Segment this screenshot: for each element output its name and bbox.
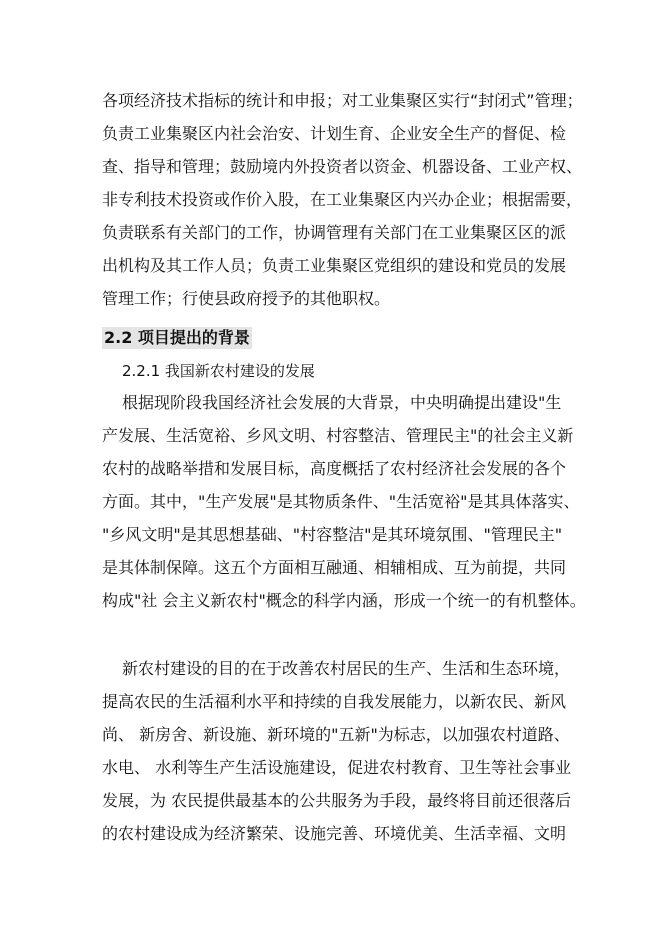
paragraph2-line-7: 构成"社 会主义新农村"概念的科学内涵，形成一个统一的有机整体。 <box>102 591 586 610</box>
paragraph2-line-2: 产发展、生活宽裕、乡风文明、村容整洁、管理民主"的社会主义新 <box>102 426 574 445</box>
paragraph1-line-4: 非专利技术投资或作价入股，在工业集聚区内兴办企业；根据需要， <box>102 190 583 209</box>
paragraph3-line-6: 的农村建设成为经济繁荣、设施完善、环境优美、生活幸福、文明 <box>102 824 567 843</box>
paragraph2-line-3: 农村的战略举措和发展目标，高度概括了农村经济社会发展的各个 <box>102 459 567 478</box>
paragraph1-line-2: 负责工业集聚区内社会治安、计划生育、企业安全生产的督促、检 <box>102 124 567 143</box>
paragraph2-line-5: "乡风文明"是其思想基础、"村容整洁"是其环境氛围、"管理民主" <box>102 525 563 544</box>
paragraph3-line-3: 尚、 新房舍、新设施、新环境的"五新"为标志，以加强农村道路、 <box>102 725 570 744</box>
paragraph2-line-4: 方面。其中，"生产发展"是其物质条件、"生活宽裕"是其具体落实、 <box>102 492 580 511</box>
paragraph1-line-5: 负责联系有关部门的工作，协调管理有关部门在工业集聚区区的派 <box>102 223 567 242</box>
subsection-heading: 2.2.1 我国新农村建设的发展 <box>122 362 315 380</box>
paragraph3-line-2: 提高农民的生活福利水平和持续的自我发展能力，以新农民、新风 <box>102 692 567 711</box>
paragraph3-line-4: 水电、 水利等生产生活设施建设，促进农村教育、卫生等社会事业 <box>102 758 572 777</box>
paragraph2-line-6: 是其体制保障。这五个方面相互融通、相辅相成、互为前提，共同 <box>102 558 567 577</box>
paragraph3-line-1: 新农村建设的目的在于改善农村居民的生产、生活和生态环境， <box>122 659 571 678</box>
paragraph3-line-5: 发展，为 农民提供最基本的公共服务为手段，最终将目前还很落后 <box>102 791 572 810</box>
section-heading: 2.2 项目提出的背景 <box>104 328 250 347</box>
paragraph1-line-7: 管理工作；行使县政府授予的其他职权。 <box>102 289 391 308</box>
paragraph1-line-3: 查、指导和管理；鼓励境内外投资者以资金、机器设备、工业产权、 <box>102 157 583 176</box>
paragraph1-line-1: 各项经济技术指标的统计和申报；对工业集聚区实行“封闭式”管理； <box>102 91 583 110</box>
paragraph1-line-6: 出机构及其工作人员；负责工业集聚区党组织的建设和党员的发展 <box>102 256 567 275</box>
paragraph2-line-1: 根据现阶段我国经济社会发展的大背景，中央明确提出建设"生 <box>122 393 562 412</box>
